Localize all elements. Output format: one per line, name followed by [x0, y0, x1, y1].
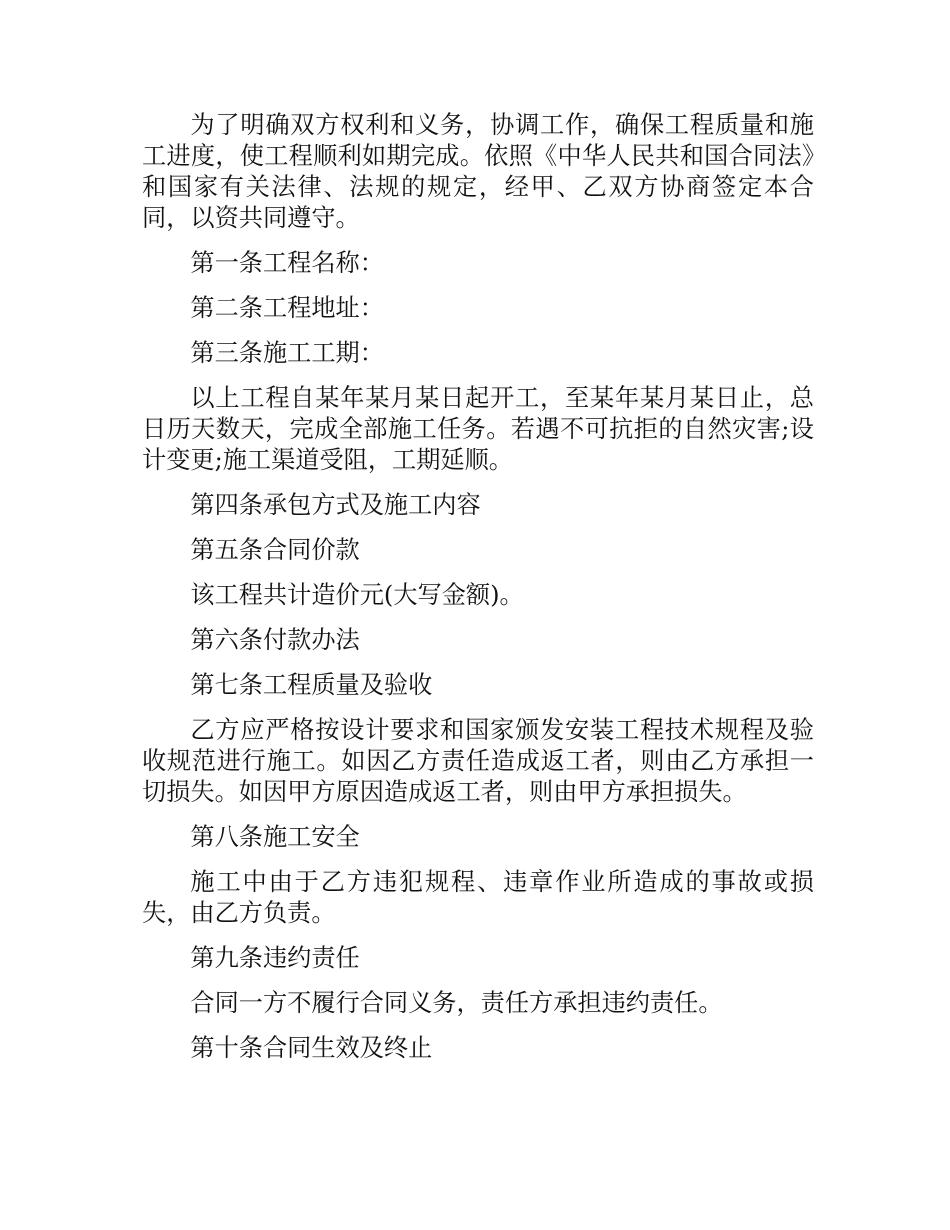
article-8-body: 施工中由于乙方违犯规程、违章作业所造成的事故或损失，由乙方负责。 [142, 868, 814, 927]
article-4-heading: 第四条承包方式及施工内容 [190, 491, 481, 519]
article-3-body: 以上工程自某年某月某日起开工，至某年某月某日止，总日历天数天，完成全部施工任务。若遇不可抗拒的自然灾害;设计变更;施工渠道受阻，工期延顺。 [142, 384, 814, 474]
article-10-heading: 第十条合同生效及终止 [190, 1034, 433, 1062]
article-6-heading: 第六条付款办法 [190, 626, 360, 654]
article-3-heading: 第三条施工工期： [190, 339, 384, 367]
article-9-body: 合同一方不履行合同义务，责任方承担违约责任。 [190, 989, 723, 1017]
article-5-heading: 第五条合同价款 [190, 536, 360, 564]
preamble-paragraph: 为了明确双方权利和义务，协调工作，确保工程质量和施工进度，使工程顺利如期完成。依照《中华人民共和国合同法》和国家有关法律、法规的规定，经甲、乙双方协商签定本合同，以资共同遵守。 [142, 111, 814, 232]
contract-body [142, 110, 814, 1078]
article-9-heading: 第九条违约责任 [190, 944, 360, 972]
article-2-heading: 第二条工程地址： [190, 294, 384, 322]
article-1-heading: 第一条工程名称： [190, 249, 384, 277]
article-8-heading: 第八条施工安全 [190, 823, 360, 851]
article-7-body: 乙方应严格按设计要求和国家颁发安装工程技术规程及验收规范进行施工。如因乙方责任造成返工者，则由乙方承担一切损失。如因甲方原因造成返工者，则由甲方承担损失。 [142, 716, 814, 806]
article-7-heading: 第七条工程质量及验收 [190, 671, 433, 699]
article-5-body: 该工程共计造价元(大写金额)。 [190, 581, 524, 609]
